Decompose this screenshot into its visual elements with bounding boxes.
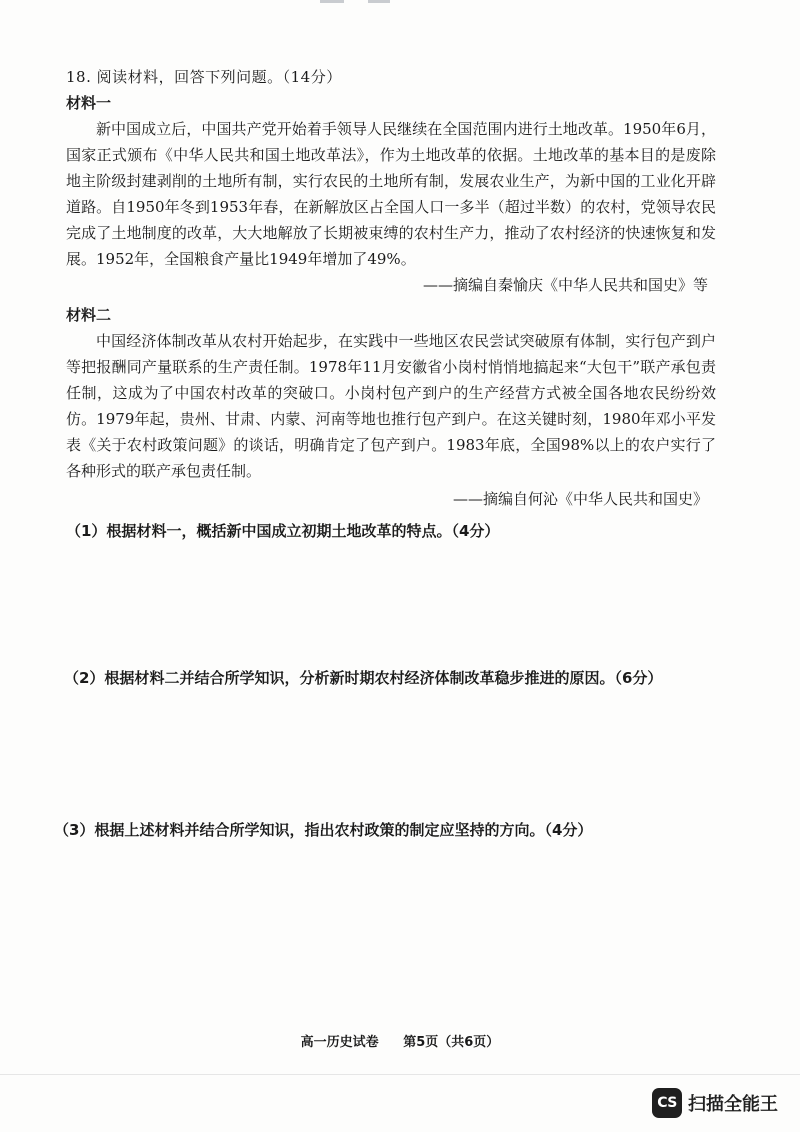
material-one-label: 材料一: [66, 94, 112, 112]
material-one-source: ——摘编自秦愉庆《中华人民共和国史》等: [422, 276, 708, 294]
material-one-text: 新中国成立后，中国共产党开始着手领导人民继续在全国范围内进行土地改革。1950年6月，国家正式颁布《中华人民共和国土地改革法》，作为土地改革的依据。土地改革的基本目的是废除地主阶级封建剥削的土地所有制，实行农民的土地所有制，发展农业生产，为新中国的工业化开辟道路。自1950年冬到1953年春，在新解放区占全国人口一多半（超过半数）的农村，党领导农民完成了土地制度的改革，大大地解放了长期被束缚的农村生产力，推动了农村经济的快速恢复和发展。1952年，全国粮食产量比1949年增加了49%。: [66, 120, 716, 268]
scan-divider: [0, 1074, 800, 1075]
camscanner-app-name: 扫描全能王: [688, 1094, 778, 1115]
camscanner-logo-icon: CS: [652, 1088, 682, 1118]
page-footer: [0, 1031, 800, 1050]
material-two-text: 中国经济体制改革从农村开始起步，在实践中一些地区农民尝试突破原有体制，实行包产到户等把报酬同产量联系的生产责任制。1978年11月安徽省小岗村悄悄地搞起来“大包干”联产承包责任制，这成为了中国农村改革的突破口。小岗村包产到户的生产经营方式被全国各地农民纷纷效仿。1979年起，贵州、甘肃、内蒙、河南等地也推行包产到户。在这关键时刻，1980年邓小平发表《关于农村政策问题》的谈话，明确肯定了包产到户。1983年底，全国98%以上的农户实行了各种形式的联产承包责任制。: [66, 332, 716, 480]
sub-question-1: （1）根据材料一，概括新中国成立初期土地改革的特点。（4分）: [66, 522, 500, 540]
material-two-label: 材料二: [66, 306, 112, 324]
sub-question-2: （2）根据材料二并结合所学知识，分析新时期农村经济体制改革稳步推进的原因。（6分）: [64, 669, 663, 687]
material-two-source: ——摘编自何沁《中华人民共和国史》: [452, 490, 708, 508]
camscanner-watermark: [652, 1088, 778, 1118]
footer-page-number: 第5页（共6页）: [403, 1035, 500, 1050]
scan-top-marks: [320, 0, 400, 6]
sub-question-3: （3）根据上述材料并结合所学知识，指出农村政策的制定应坚持的方向。（4分）: [54, 821, 593, 839]
question-header: 18. 阅读材料，回答下列问题。（14分）: [66, 68, 342, 86]
footer-subject: 高一历史试卷: [300, 1035, 379, 1050]
